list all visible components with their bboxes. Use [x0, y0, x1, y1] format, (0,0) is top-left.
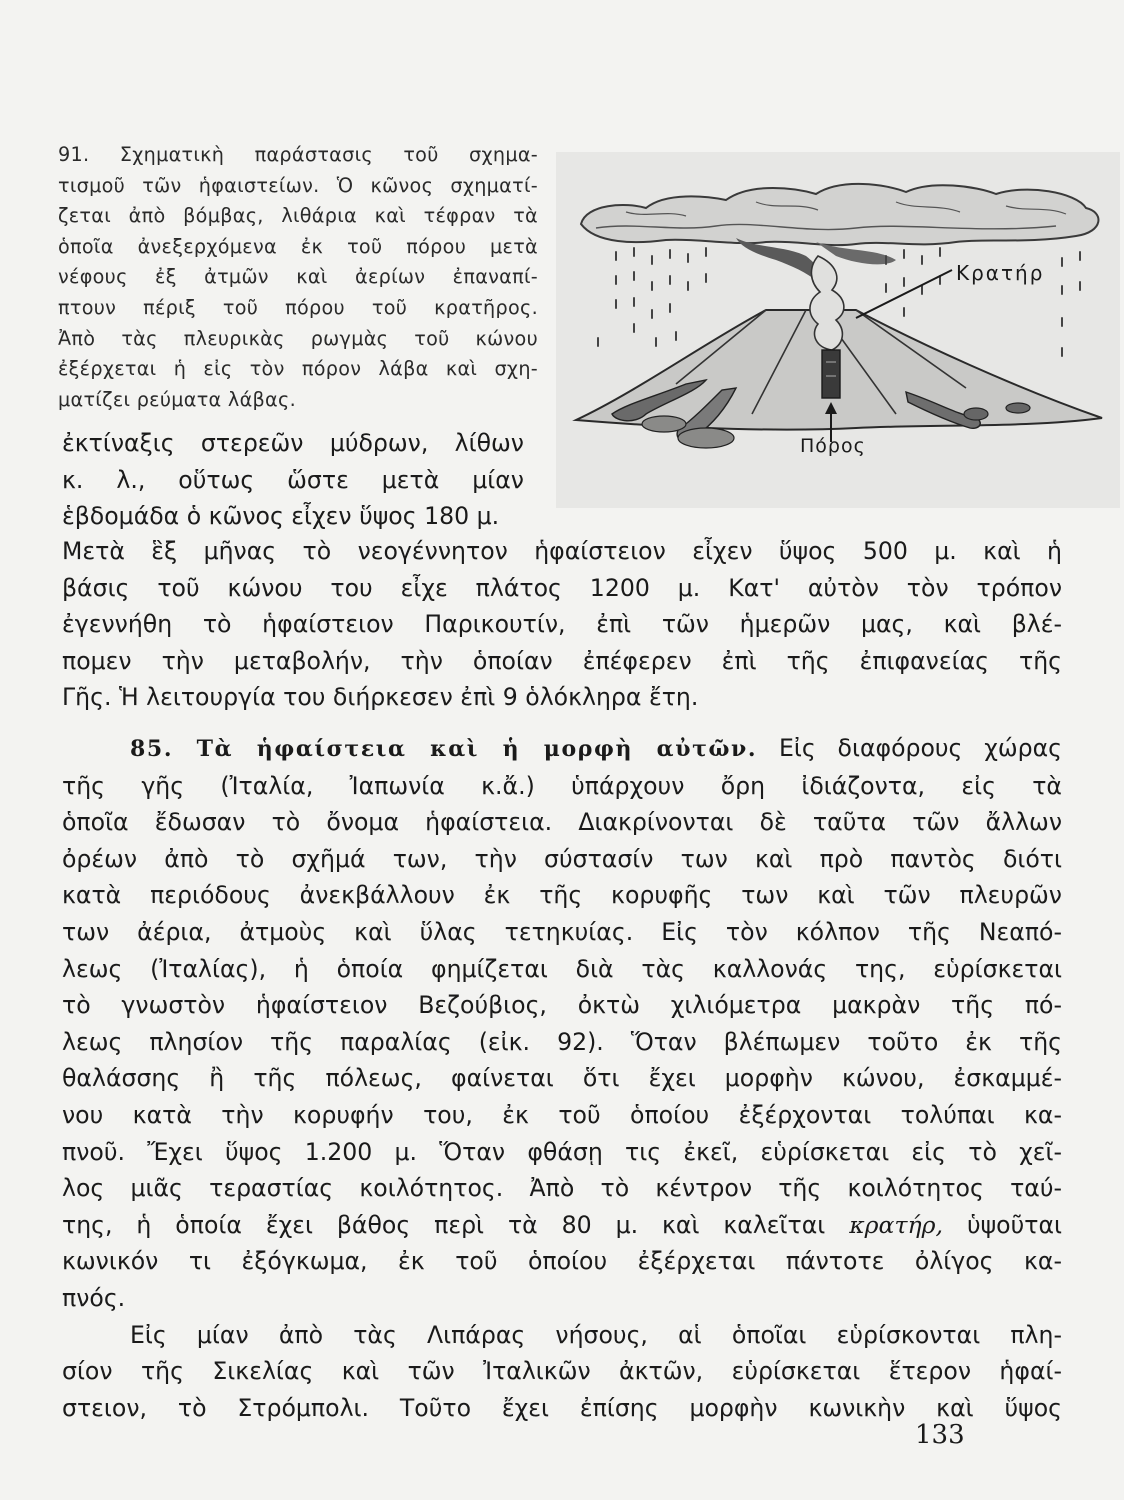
- text-line: στειον, τὸ Στρόμπολι. Τοῦτο ἔχει ἐπίσης μορφὴν κωνικὴν καὶ ὕψος: [62, 1393, 1062, 1422]
- text-line: λεως (Ἰταλίας), ἡ ὁποία φημίζεται διὰ τὰς καλλονάς της, εὑρίσκεται: [62, 954, 1062, 983]
- text-line: κατὰ περιόδους ἀνεκβάλλουν ἐκ τῆς κορυφῆς των καὶ τῶν πλευρῶν: [62, 881, 1062, 910]
- section-85: [62, 730, 1062, 1426]
- page-number: 133: [915, 1420, 965, 1450]
- text-line: ὁποῖα ἔδωσαν τὸ ὄνομα ἡφαίστεια. Διακρίνονται δὲ ταῦτα τῶν ἄλλων: [62, 808, 1062, 837]
- section-first-line-text: Εἰς διαφόρους χώρας: [778, 734, 1062, 762]
- pore-label: Πόρος: [800, 435, 866, 457]
- volcano-diagram: [556, 152, 1120, 508]
- text-line: ἑβδομάδα ὁ κῶνος εἶχεν ὕψος 180 μ.: [62, 502, 500, 531]
- text-line: των ἀέρια, ἀτμοὺς καὶ ὕλας τετηκυίας. Εἰς τὸν κόλπον τῆς Νεαπό-: [62, 917, 1062, 946]
- figure-caption: [58, 140, 538, 415]
- caption-line: πτουν πέριξ τοῦ πόρου τοῦ κρατῆρος.: [58, 295, 538, 319]
- text-line: νου κατὰ τὴν κορυφήν του, ἐκ τοῦ ὁποίου ἐξέρχονται τολύπαι κα-: [62, 1100, 1062, 1129]
- conduit: [822, 350, 840, 398]
- crater-label: Κρατήρ: [956, 261, 1045, 285]
- caption-line: τισμοῦ τῶν ἡφαιστείων. Ὁ κῶνος σχηματί-: [58, 173, 538, 197]
- caption-line: νέφους ἐξ ἀτμῶν καὶ ἀερίων ἐπαναπί-: [58, 265, 538, 289]
- text-line-with-italic: [62, 1207, 1062, 1244]
- smoke-column: [810, 256, 844, 350]
- text-line: σίον τῆς Σικελίας καὶ τῶν Ἰταλικῶν ἀκτῶν, εὑρίσκεται ἕτερον ἡφαί-: [62, 1357, 1062, 1386]
- text-line: κωνικόν τι ἐξόγκωμα, ἐκ τοῦ ὁποίου ἐξέρχεται πάντοτε ὀλίγος κα-: [62, 1247, 1062, 1276]
- section-heading: 85. Τὰ ἡφαίστεια καὶ ἡ μορφὴ αὐτῶν.: [130, 736, 758, 762]
- caption-line: ζεται ἀπὸ βόμβας, λιθάρια καὶ τέφραν τὰ: [58, 204, 538, 228]
- text-line: Μετὰ ἓξ μῆνας τὸ νεογέννητον ἡφαίστειον εἶχεν ὕψος 500 μ. καὶ ἡ: [62, 537, 1062, 565]
- text-line: πομεν τὴν μεταβολήν, τὴν ὁποίαν ἐπέφερεν ἐπὶ τῆς ἐπιφανείας τῆς: [62, 646, 1062, 675]
- text-line: ὀρέων ἀπὸ τὸ σχῆμά των, τὴν σύστασίν των καὶ πρὸ παντὸς διότι: [62, 844, 1062, 873]
- text-line: βάσις τοῦ κώνου του εἶχε πλάτος 1200 μ. Κατ' αὐτὸν τὸν τρόπον: [62, 573, 1062, 602]
- text-line: λος μιᾶς τεραστίας κοιλότητος. Ἀπὸ τὸ κέντρον τῆς κοιλότητος ταύ-: [62, 1174, 1062, 1203]
- text-segment: της, ἡ ὁποία ἔχει βάθος περὶ τὰ 80 μ. καὶ καλεῖται: [62, 1210, 826, 1239]
- text-line: θαλάσσης ἢ τῆς πόλεως, φαίνεται ὅτι ἔχει μορφὴν κώνου, ἐσκαμμέ-: [62, 1064, 1062, 1093]
- caption-line: ματίζει ρεύματα λάβας.: [58, 387, 296, 411]
- text-line: κ. λ., οὕτως ὥστε μετὰ μίαν: [62, 465, 524, 494]
- text-line: τῆς γῆς (Ἰταλία, Ἰαπωνία κ.ἄ.) ὑπάρχουν ὄρη ἰδιάζοντα, εἰς τὰ: [62, 771, 1062, 800]
- caption-line: Ἀπὸ τὰς πλευρικὰς ρωγμὰς τοῦ κώνου: [58, 326, 538, 350]
- text-line: λεως πλησίον τῆς παραλίας (εἰκ. 92). Ὅταν βλέπωμεν τοῦτο ἐκ τῆς: [62, 1027, 1062, 1056]
- caption-line: ὁποῖα ἀνεξερχόμενα ἐκ τοῦ πόρου μετὰ: [58, 234, 538, 258]
- paragraph-continuation: [62, 425, 524, 535]
- text-line: ἐκτίναξις στερεῶν μύδρων, λίθων: [62, 429, 524, 457]
- paragraph-continuation-full: [62, 533, 1062, 716]
- ash-cloud: [581, 184, 1098, 245]
- text-segment: ὑψοῦται: [966, 1210, 1063, 1239]
- section-first-line: [62, 730, 1062, 768]
- text-line: πνοῦ. Ἔχει ὕψος 1.200 μ. Ὅταν φθάσῃ τις ἐκεῖ, εὑρίσκεται εἰς τὸ χεῖ-: [62, 1137, 1062, 1166]
- caption-line: ἐξέρχεται ἡ εἰς τὸν πόρον λάβα καὶ σχη-: [58, 357, 538, 381]
- text-line: Εἰς μίαν ἀπὸ τὰς Λιπάρας νήσους, αἱ ὁποῖαι εὑρίσκονται πλη-: [130, 1320, 1062, 1349]
- text-line: Γῆς. Ἡ λειτουργία του διήρκεσεν ἐπὶ 9 ὁλόκληρα ἔτη.: [62, 683, 699, 712]
- italic-term: κρατήρ,: [849, 1210, 944, 1239]
- text-line: πνός.: [62, 1283, 126, 1312]
- caption-line: 91. Σχηματικὴ παράστασις τοῦ σχημα-: [58, 143, 538, 166]
- text-line: τὸ γνωστὸν ἡφαίστειον Βεζούβιος, ὀκτὼ χιλιόμετρα μακρὰν τῆς πό-: [62, 991, 1062, 1020]
- text-line: ἐγεννήθη τὸ ἡφαίστειον Παρικουτίν, ἐπὶ τῶν ἡμερῶν μας, καὶ βλέ-: [62, 610, 1062, 639]
